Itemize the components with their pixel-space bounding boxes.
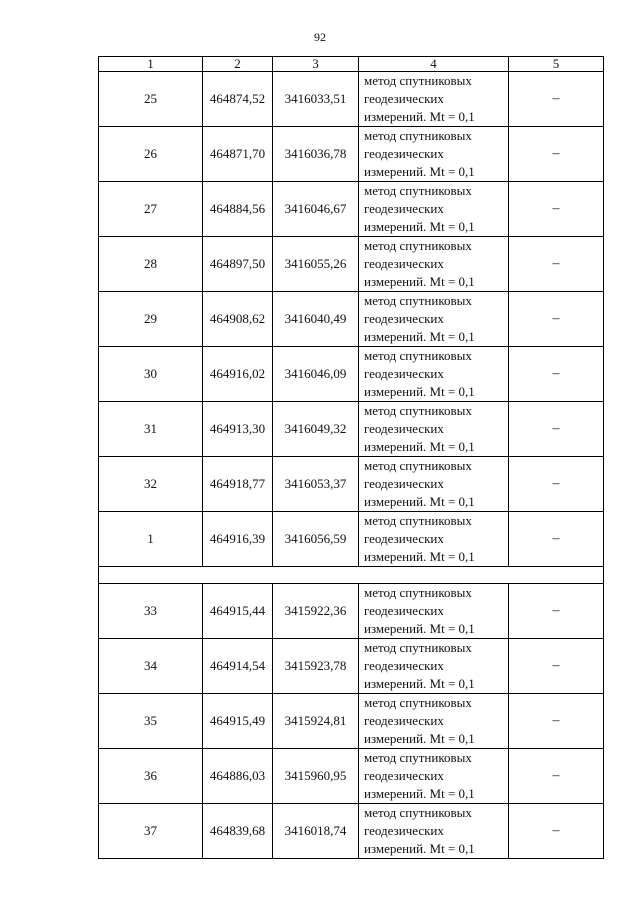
table-row — [99, 749, 604, 804]
method-line: измерений. Mt = 0,1 — [364, 439, 475, 454]
method-line: метод спутниковых — [364, 585, 472, 600]
method-line: измерений. Mt = 0,1 — [364, 274, 475, 289]
coordinate-y: 3416036,78 — [273, 127, 359, 182]
column-header-5: 5 — [509, 57, 604, 72]
coordinate-y: 3415924,81 — [273, 694, 359, 749]
method-line: геодезических — [364, 146, 444, 161]
method-line: измерений. Mt = 0,1 — [364, 786, 475, 801]
method-line: геодезических — [364, 658, 444, 673]
method-line: метод спутниковых — [364, 695, 472, 710]
table-body — [99, 72, 604, 859]
method-line: метод спутниковых — [364, 458, 472, 473]
method-cell — [359, 402, 509, 457]
table-row — [99, 347, 604, 402]
method-cell — [359, 804, 509, 859]
coordinate-x: 464916,02 — [203, 347, 273, 402]
table-row — [99, 127, 604, 182]
method-line: геодезических — [364, 201, 444, 216]
table-row — [99, 402, 604, 457]
method-line: измерений. Mt = 0,1 — [364, 329, 475, 344]
point-number: 35 — [99, 694, 203, 749]
point-number: 1 — [99, 512, 203, 567]
point-number: 28 — [99, 237, 203, 292]
method-line: измерений. Mt = 0,1 — [364, 621, 475, 636]
table-row — [99, 457, 604, 512]
coordinate-x: 464871,70 — [203, 127, 273, 182]
note-cell: – — [509, 402, 604, 457]
method-line: геодезических — [364, 366, 444, 381]
table-header-row — [99, 57, 604, 72]
note-cell: – — [509, 694, 604, 749]
note-cell: – — [509, 237, 604, 292]
method-line: геодезических — [364, 476, 444, 491]
point-number: 27 — [99, 182, 203, 237]
method-line: измерений. Mt = 0,1 — [364, 676, 475, 691]
method-line: метод спутниковых — [364, 750, 472, 765]
method-line: метод спутниковых — [364, 513, 472, 528]
coordinate-y: 3416018,74 — [273, 804, 359, 859]
note-cell: – — [509, 512, 604, 567]
method-cell — [359, 237, 509, 292]
method-cell — [359, 639, 509, 694]
point-number: 31 — [99, 402, 203, 457]
method-line: измерений. Mt = 0,1 — [364, 549, 475, 564]
coordinate-x: 464884,56 — [203, 182, 273, 237]
method-line: геодезических — [364, 311, 444, 326]
method-line: метод спутниковых — [364, 293, 472, 308]
method-line: геодезических — [364, 768, 444, 783]
method-cell — [359, 72, 509, 127]
note-cell: – — [509, 804, 604, 859]
method-line: метод спутниковых — [364, 128, 472, 143]
note-cell: – — [509, 182, 604, 237]
method-line: геодезических — [364, 421, 444, 436]
point-number: 32 — [99, 457, 203, 512]
method-line: метод спутниковых — [364, 640, 472, 655]
table-row — [99, 512, 604, 567]
coordinate-y: 3415922,36 — [273, 584, 359, 639]
coordinate-x: 464874,52 — [203, 72, 273, 127]
method-line: геодезических — [364, 713, 444, 728]
coordinate-y: 3416055,26 — [273, 237, 359, 292]
method-cell — [359, 694, 509, 749]
coordinate-y: 3415960,95 — [273, 749, 359, 804]
point-number: 26 — [99, 127, 203, 182]
method-line: метод спутниковых — [364, 238, 472, 253]
coordinate-x: 464915,44 — [203, 584, 273, 639]
coordinate-x: 464913,30 — [203, 402, 273, 457]
method-line: измерений. Mt = 0,1 — [364, 841, 475, 856]
note-cell: – — [509, 639, 604, 694]
method-line: метод спутниковых — [364, 348, 472, 363]
note-cell: – — [509, 347, 604, 402]
coordinate-x: 464886,03 — [203, 749, 273, 804]
note-cell: – — [509, 584, 604, 639]
note-cell: – — [509, 457, 604, 512]
method-cell — [359, 512, 509, 567]
point-number: 37 — [99, 804, 203, 859]
method-line: геодезических — [364, 603, 444, 618]
coordinate-y: 3416053,37 — [273, 457, 359, 512]
coordinate-x: 464908,62 — [203, 292, 273, 347]
coordinate-x: 464914,54 — [203, 639, 273, 694]
method-cell — [359, 292, 509, 347]
coordinate-x: 464897,50 — [203, 237, 273, 292]
method-line: метод спутниковых — [364, 183, 472, 198]
table-row — [99, 584, 604, 639]
method-line: метод спутниковых — [364, 73, 472, 88]
column-header-3: 3 — [273, 57, 359, 72]
point-number: 34 — [99, 639, 203, 694]
coordinate-y: 3416046,09 — [273, 347, 359, 402]
method-line: измерений. Mt = 0,1 — [364, 494, 475, 509]
table-row — [99, 237, 604, 292]
separator-cell — [99, 567, 604, 584]
table-row — [99, 804, 604, 859]
method-line: измерений. Mt = 0,1 — [364, 219, 475, 234]
method-line: геодезических — [364, 256, 444, 271]
coordinate-x: 464839,68 — [203, 804, 273, 859]
coordinate-y: 3416049,32 — [273, 402, 359, 457]
coordinates-table — [98, 56, 604, 859]
note-cell: – — [509, 72, 604, 127]
coordinate-y: 3416033,51 — [273, 72, 359, 127]
method-cell — [359, 584, 509, 639]
method-cell — [359, 749, 509, 804]
method-line: измерений. Mt = 0,1 — [364, 731, 475, 746]
method-line: геодезических — [364, 823, 444, 838]
method-cell — [359, 347, 509, 402]
method-cell — [359, 127, 509, 182]
point-number: 30 — [99, 347, 203, 402]
coordinate-x: 464915,49 — [203, 694, 273, 749]
column-header-1: 1 — [99, 57, 203, 72]
coordinate-y: 3416056,59 — [273, 512, 359, 567]
method-line: измерений. Mt = 0,1 — [364, 164, 475, 179]
point-number: 33 — [99, 584, 203, 639]
table-row — [99, 72, 604, 127]
coordinate-x: 464918,77 — [203, 457, 273, 512]
coordinate-y: 3416040,49 — [273, 292, 359, 347]
point-number: 25 — [99, 72, 203, 127]
coordinate-x: 464916,39 — [203, 512, 273, 567]
table-row — [99, 694, 604, 749]
method-line: геодезических — [364, 91, 444, 106]
separator-row — [99, 567, 604, 584]
method-line: метод спутниковых — [364, 805, 472, 820]
column-header-2: 2 — [203, 57, 273, 72]
note-cell: – — [509, 127, 604, 182]
column-header-4: 4 — [359, 57, 509, 72]
method-line: метод спутниковых — [364, 403, 472, 418]
note-cell: – — [509, 749, 604, 804]
method-line: геодезических — [364, 531, 444, 546]
table-row — [99, 182, 604, 237]
method-line: измерений. Mt = 0,1 — [364, 109, 475, 124]
note-cell: – — [509, 292, 604, 347]
point-number: 29 — [99, 292, 203, 347]
method-cell — [359, 457, 509, 512]
point-number: 36 — [99, 749, 203, 804]
table-row — [99, 639, 604, 694]
table-row — [99, 292, 604, 347]
method-cell — [359, 182, 509, 237]
method-line: измерений. Mt = 0,1 — [364, 384, 475, 399]
page-number: 92 — [314, 30, 326, 44]
coordinate-y: 3415923,78 — [273, 639, 359, 694]
coordinate-y: 3416046,67 — [273, 182, 359, 237]
